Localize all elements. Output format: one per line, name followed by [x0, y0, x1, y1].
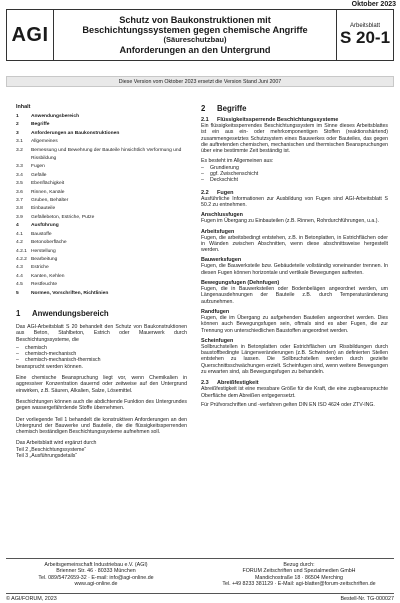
toc-item-number: 2 [16, 122, 19, 128]
table-of-contents [16, 113, 187, 298]
part-reference: Teil 3 „Ausführungsdetails“ [16, 452, 78, 459]
section-2-heading: 2 Begriffe [201, 104, 247, 113]
toc-item-number: 3.3 [16, 164, 23, 170]
toc-item [16, 121, 187, 129]
toc-item-label: Herstellung [31, 248, 56, 254]
document-date: Oktober 2023 [351, 1, 396, 8]
section-1-paragraph: Eine chemische Beanspruchung liegt vor, wenn Chemikalien in aggressiver Konzentration dauernd oder zeitweise auf den Untergrund einwirken, z.B. Säuren, Alkalien, Salze, Lösemittel. [16, 375, 187, 394]
toc-item-label: Kanten, Kehlen [31, 273, 65, 279]
section-1-heading: 1 Anwendungsbereich [16, 308, 109, 318]
joint-type-description: Fugen, die im Übergang zu aufgehenden Bauteilen angeordnet werden. Dies können auch Bewegungsfugen sein, oftmals sind es aber Fugen, die zur Trennung von unterschiedlichen Baustoffen angeordnet werden. [201, 314, 388, 334]
section-2-1-paragraph: Es besteht im Allgemeinen aus: [201, 158, 274, 165]
toc-item-label: Bemessung und Bewehrung der Bauteile hinsichtlich Verformung und Rissbildung [31, 147, 182, 162]
toc-item [16, 130, 187, 138]
list-item: – chemisch-mechanisch-thermisch [16, 357, 101, 364]
toc-item [16, 264, 187, 272]
toc-item-number: 4.1 [16, 231, 23, 237]
joint-type-heading: Arbeitsfugen [201, 228, 235, 235]
toc-item-label: Bearbeitung [31, 256, 58, 262]
footer-distributor [204, 562, 394, 588]
sheet-label: Arbeitsblatt [349, 23, 380, 30]
toc-item [16, 163, 187, 171]
joint-type-description: Fugen im Übergang zu Einbauteilen (z.B. Rinnen, Rohrdurchführungen, u.a.). [201, 218, 379, 225]
joint-type-heading: Scheinfugen [201, 337, 234, 344]
section-1-paragraph: Beschichtungen können auch die abdichtende Funktion des Untergrundes gegen wassergefährdende Stoffe übernehmen. [16, 398, 187, 412]
joint-type-heading: Anschlussfugen [201, 212, 243, 219]
toc-item-label: Estriche [31, 265, 49, 271]
section-2-1-heading: 2.1 Flüssigkeitssperrende Beschichtungssysteme [201, 117, 339, 123]
footer [6, 558, 394, 588]
part-reference: Teil 2 „Beschichtungssysteme“ [16, 446, 87, 453]
list-item: – chemisch-mechanisch [16, 351, 77, 358]
section-1-paragraph: Das Arbeitsblatt wird ergänzt durch [16, 440, 97, 447]
toc-item-number: 5 [16, 290, 19, 296]
footer-line: Arbeitsgemeinschaft Industriebau e.V. (AGI) [44, 562, 148, 568]
agi-logo: AGI [7, 10, 54, 60]
section-1-paragraph: Der vorliegende Teil 1 behandelt die konstruktiven Anforderungen an den Untergrund der Bauwerke und Bauteile, die die flüssigkeitssperrenden chemisch beständigen Beschichtungssysteme aufnehmen soll. [16, 416, 187, 436]
toc-item [16, 113, 187, 121]
toc-item-number: 3.4 [16, 172, 23, 178]
toc-item [16, 180, 187, 188]
toc-item [16, 273, 187, 281]
title-line-2: Beschichtungssystemen gegen chemische Angriffe [82, 25, 308, 36]
toc-item-number: 3.1 [16, 139, 23, 145]
toc-item [16, 281, 187, 289]
toc-item-number: 4.2.1 [16, 248, 27, 254]
toc-item-label: Fugen [31, 164, 45, 170]
toc-item-number: 3.8 [16, 206, 23, 212]
toc-item-label: Rinnen, Kanäle [31, 189, 65, 195]
toc-item-number: 3.6 [16, 189, 23, 195]
footer-line: Mandichostraße 18 · 86504 Merching [254, 574, 344, 581]
toc-item-number: 4.2 [16, 240, 23, 246]
section-1-paragraph: beansprucht werden können. [16, 363, 83, 370]
section-2-2-paragraph: Ausführliche Informationen zur Ausbildung von Fugen sind AGI-Arbeitsblatt S 50.2 zu entnehmen. [201, 195, 388, 208]
section-1-paragraph: Das AGI-Arbeitsblatt S 20 behandelt den Schutz von Baukonstruktionen aus Beton, Stahlbeton, Estrich oder Mauerwerk durch Beschichtungssysteme, die [16, 323, 187, 343]
footer-line: Brienner Str. 46 · 80333 München [56, 568, 136, 575]
footer-line: Tel. 089/5472659-32 · E-mail: info@agi-online.de [38, 574, 154, 581]
version-notice: Diese Version vom Oktober 2023 ersetzt die Version Stand Juni 2007 [6, 76, 394, 87]
list-item: – chemisch [16, 344, 47, 351]
toc-item [16, 222, 187, 230]
toc-item [16, 189, 187, 197]
footer-publisher [6, 562, 186, 588]
list-item: – ggf. Zwischenschicht [201, 171, 259, 178]
toc-item-label: Restfeuchte [31, 282, 58, 288]
toc-item-label: Normen, Vorschriften, Richtlinien [31, 290, 109, 296]
joint-type-description: Fugen, die arbeitsbedingt entstehen, z.B. in Betonplatten, in Estrichflächen oder in Wänden zwischen Abschnitten, wenn diese abschnittsweise hergestellt werden. [201, 234, 388, 254]
toc-title: Inhalt [16, 104, 31, 110]
toc-item-number: 3 [16, 130, 19, 136]
toc-item-label: Betonoberfläche [31, 240, 67, 246]
joint-type-heading: Randfugen [201, 308, 230, 315]
toc-item-number: 3.9 [16, 214, 23, 220]
toc-item-label: Ebenflächigkeit [31, 181, 65, 187]
toc-item [16, 290, 187, 298]
joint-type-heading: Bewegungsfugen (Dehnfugen) [201, 280, 280, 287]
toc-item [16, 231, 187, 239]
toc-item-label: Gefällebeton, Estriche, Putze [31, 214, 95, 220]
toc-item [16, 256, 187, 264]
toc-item [16, 172, 187, 180]
toc-item-number: 4.5 [16, 282, 23, 288]
toc-item-label: Begriffe [31, 122, 50, 128]
document-header [6, 9, 394, 61]
list-item: – Grundierung [201, 164, 239, 171]
toc-item [16, 205, 187, 213]
toc-item-number: 3.7 [16, 198, 23, 204]
joint-type-heading: Bauwerksfugen [201, 257, 242, 264]
toc-item-label: Gefälle [31, 172, 47, 178]
toc-item-number: 1 [16, 114, 19, 119]
joint-type-description: Fugen, die in Bauwerksteilen oder Bodenbelägen angeordnet werden, um Längenausdehnungen der Bauteile z.B. durch Temperaturänderung aufzunehmen. [201, 286, 388, 305]
toc-item-number: 3.2 [16, 147, 23, 153]
toc-item-number: 4 [16, 223, 19, 229]
title-subtitle: (Säureschutzbau) [163, 34, 227, 44]
footer-line: Tel. +49 8233 381129 · E-Mail: agi-blatter@forum-zeitschriften.de [222, 581, 376, 588]
document-title [54, 10, 337, 60]
sheet-id [337, 10, 393, 60]
toc-item-label: Gruben, Behälter [31, 198, 69, 204]
toc-item-label: Ausführung [31, 223, 59, 229]
title-line-1: Schutz von Baukonstruktionen mit [119, 14, 271, 25]
joint-type-description: Sollbruchstellen in Betonplatten oder Estrichflächen um Rissbildungen durch baustoffbedingte Längenveränderungen (z.B. Schwinden) an definierten Stellen entstehen zu lassen. Die Sollbruchstellen werden durch gezielte Querschnittsschwächungen erzielt. Scheinfugen sind, wenn weitere Bewegungen zu erwarten sind, als Bewegungsfugen zu behandeln. [201, 343, 388, 376]
section-2-3-paragraph: Abreißfestigkeit ist eine messbare Größe für die Kraft, die eine zugbeanspruchte Oberfläche dem Abreißen entgegensetzt. [201, 386, 388, 399]
toc-item-label: Einbauteile [31, 206, 56, 212]
toc-item-label: Allgemeines [31, 139, 58, 145]
toc-item-label: Anwendungsbereich [31, 114, 80, 119]
joint-type-description: Fugen, die Bauwerksteile bzw. Gebäudeteile vollständig voneinander trennen. In diesen Fugen können horizontale und vertikale Bewegungen auftreten. [201, 263, 388, 276]
toc-item-label: Anforderungen an Baukonstruktionen [31, 130, 120, 136]
toc-item [16, 147, 187, 164]
toc-item-number: 4.2.2 [16, 256, 27, 262]
toc-item-number: 4.3 [16, 265, 23, 271]
list-item: – Deckschicht [201, 177, 238, 184]
section-2-1-paragraph: Ein flüssigkeitssperrendes Beschichtungssystem im Sinne dieses Arbeitsblattes ist ein aus ein- oder mehrkomponentigen Stoffen (reaktionshärtend) zusammengesetztes Schutzsystem eines Bauwerkes oder Bauteiles, das gegen die auftretenden chemischen, mechanischen und thermischen Beanspruchungen über eine bestimmte Zeit beständig ist. [201, 123, 388, 155]
section-2-3-heading: 2.3 Abreißfestigkeit [201, 380, 259, 387]
joint-definitions [201, 208, 388, 375]
bottom-bar [6, 593, 394, 602]
toc-item-label: Baustoffe [31, 231, 52, 237]
footer-line: Bezug durch: [283, 562, 315, 568]
order-number: Bestell-Nr. TG-000027 [340, 596, 394, 602]
toc-item [16, 248, 187, 256]
footer-line: www.agi-online.de [74, 581, 118, 588]
copyright: © AGI/FORUM, 2023 [6, 596, 57, 602]
title-line-last: Anforderungen an den Untergrund [119, 44, 271, 55]
toc-item [16, 239, 187, 247]
toc-item-number: 4.4 [16, 273, 23, 279]
right-column [201, 104, 388, 408]
toc-item-number: 3.5 [16, 181, 23, 187]
toc-item [16, 138, 187, 146]
sheet-number: S 20-1 [339, 28, 391, 48]
toc-item [16, 197, 187, 205]
footer-line: FORUM Zeitschriften und Spezialmedien GmbH [242, 568, 356, 575]
section-2-2-heading: 2.2 Fugen [201, 189, 234, 196]
left-column [16, 104, 187, 459]
section-2-3-paragraph: Für Prüfvorschriften und -verfahren gelten DIN EN ISO 4624 oder ZTV-ING. [201, 401, 375, 408]
toc-item [16, 214, 187, 222]
